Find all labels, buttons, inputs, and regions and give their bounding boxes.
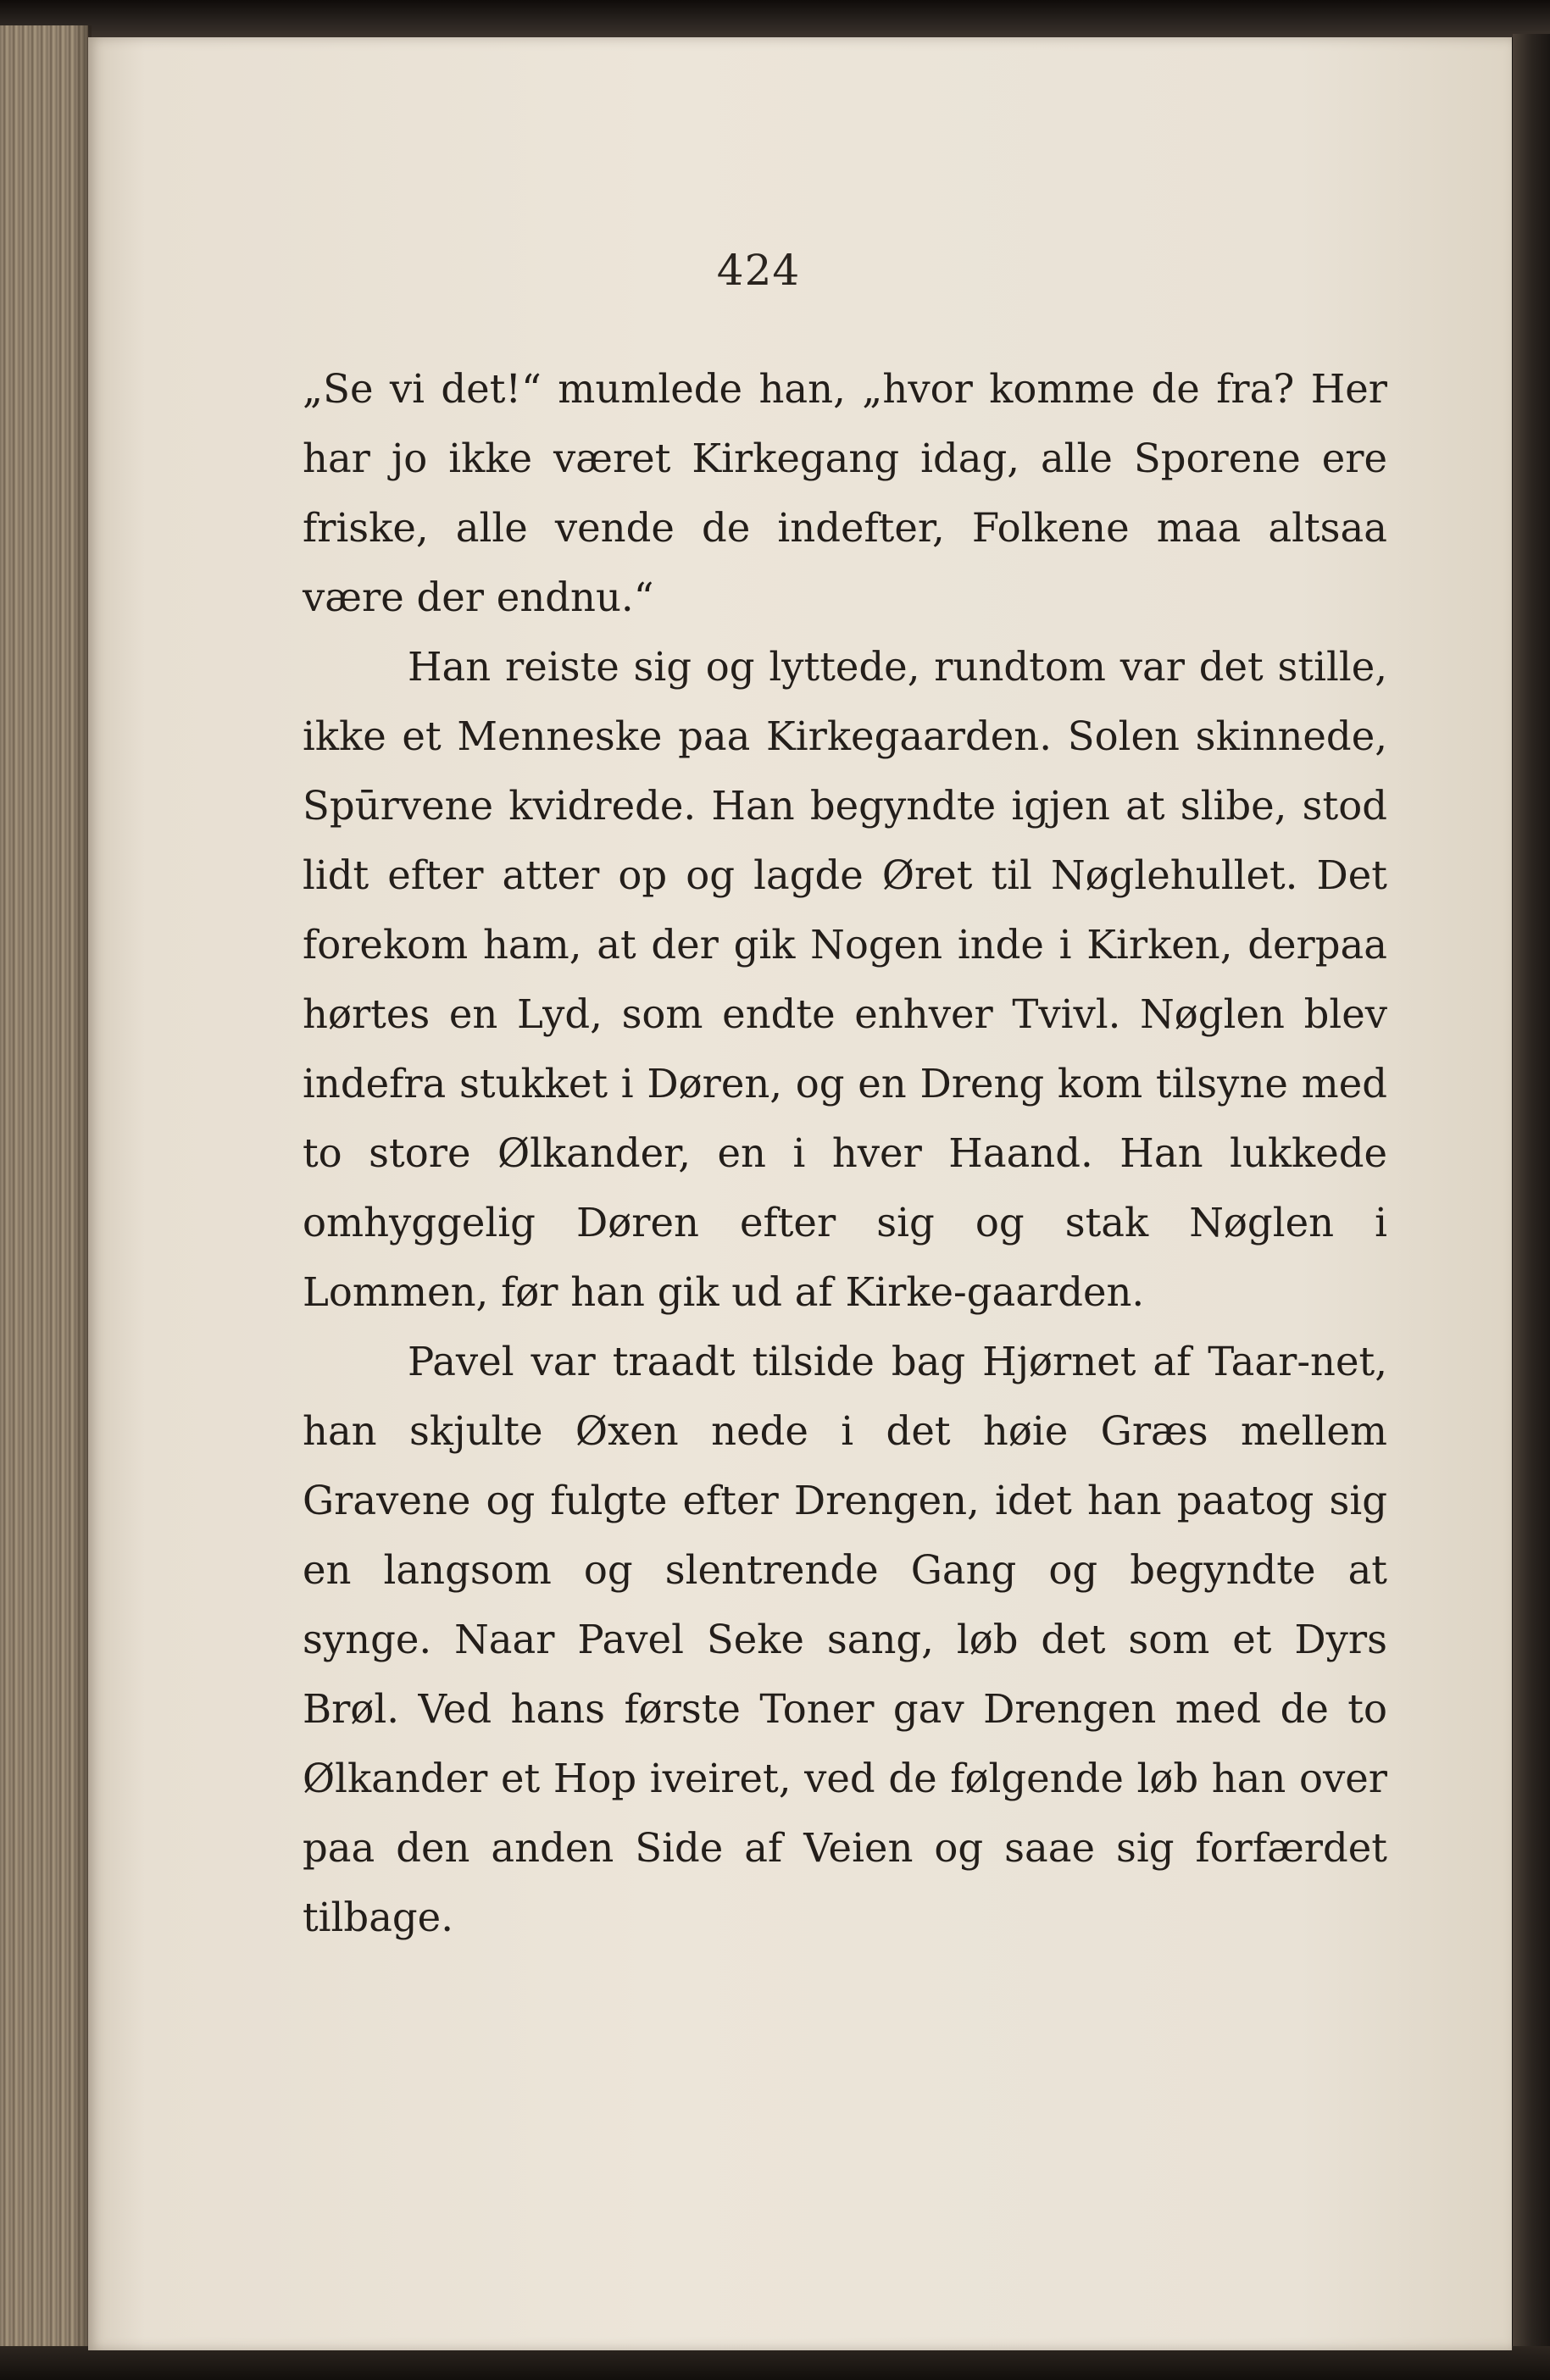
paragraph-3: Pavel var traadt tilside bag Hjørnet af Taar-net, han skjulte Øxen nede i det høie Græs mellem Gravene og fulgte efter Drengen, idet han paatog sig en langsom og slentrende Gang og begyndte at synge. Naar Pavel Seke sang, løb det som et Dyrs Brøl. Ved hans første Toner gav Drengen med de to Ølkander et Hop iveiret, ved de følgende løb han over paa den anden Side af Veien og saae sig forfærdet tilbage. [303,1339,1387,1940]
page-number: 424 [716,246,801,295]
book-top-edge [0,0,1550,37]
paragraph-2: Han reiste sig og lyttede, rundtom var det stille, ikke et Menneske paa Kirkegaarden. Solen skinnede, Spūrvene kvidrede. Han begyndte igjen at slibe, stod lidt efter atter op og lagde Øret til Nøglehullet. Det forekom ham, at der gik Nogen inde i Kirken, derpaa hørtes en Lyd, som endte enhver Tvivl. Nøglen blev indefra stukket i Døren, og en Dreng kom tilsyne med to store Ølkander, en i hver Haand. Han lukkede omhyggelig Døren efter sig og stak Nøglen i Lommen, før han gik ud af Kirke-gaarden. [303,644,1387,1315]
body-text [303,354,1387,1952]
paragraph-1: „Se vi det!“ mumlede han, „hvor komme de fra? Her har jo ikke været Kirkegang idag, alle Sporene ere friske, alle vende de indefter, Folkene maa altsaa være der endnu.“ [303,366,1387,620]
book-right-edge [1513,34,1550,2355]
book-bottom-edge [0,2346,1550,2380]
